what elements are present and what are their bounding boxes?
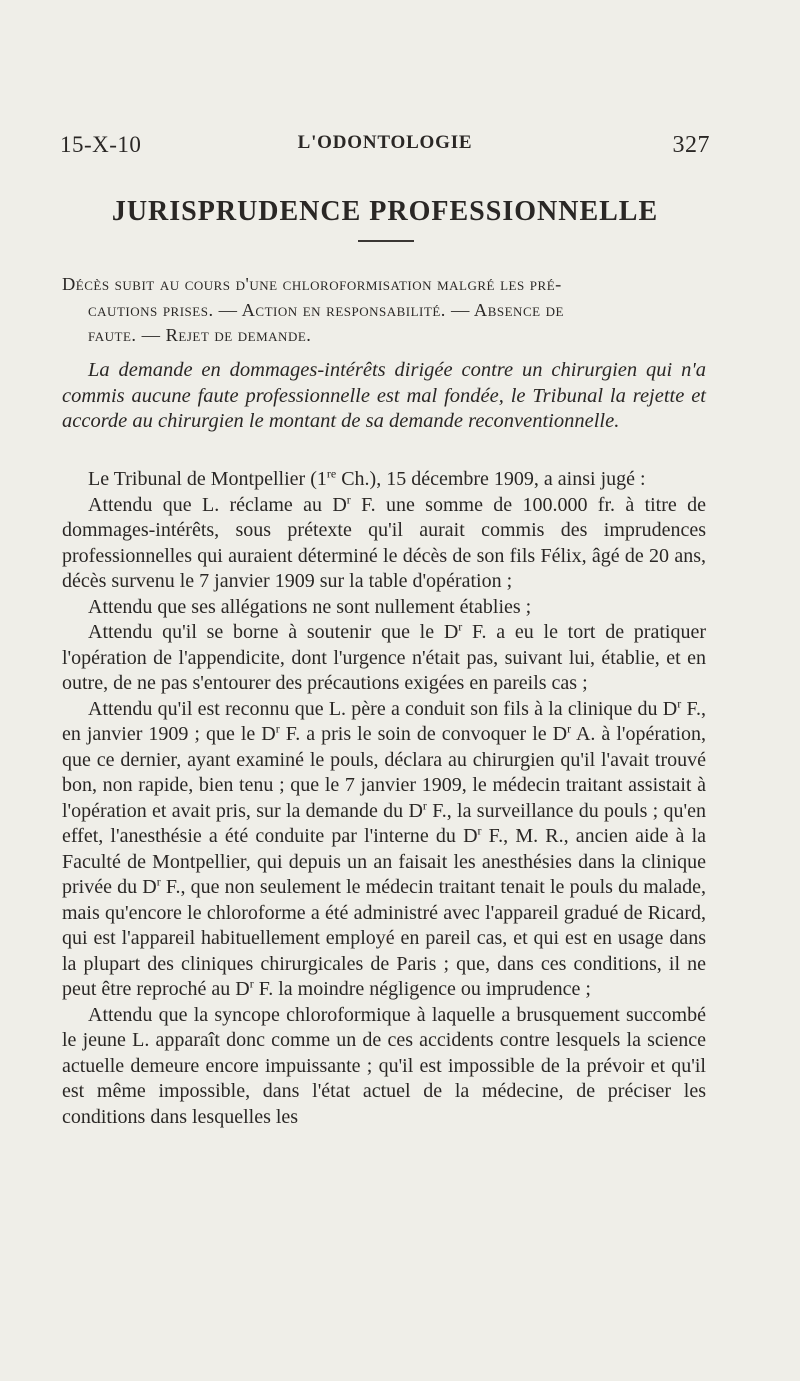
case-abstract: La demande en dommages-intérêts dirigée contre un chirurgien qui n'a commis aucune faute professionnelle est mal fondée, le Tribunal la rejette et accorde au chirurgien le montant de sa demande reconventionnelle. (62, 359, 706, 432)
text-span: Le Tribunal de Montpellier (1 (88, 468, 327, 490)
text-span: Ch.), 15 décembre 1909, a ainsi jugé : (336, 468, 646, 490)
superscript: r (422, 797, 427, 812)
text-span: F., M. R., ancien aide à la Faculté de Montpellier, qui depuis un an faisait les anesthésies dans la clinique privée du D (62, 825, 706, 898)
superscript: r (275, 721, 280, 736)
text-span: F. a eu le tort de pratiquer l'opération de l'appendicite, dont l'urgence n'était pas, suivant lui, établie, et en outre, de ne pas s'entourer des précautions exigées en pareils cas ; (62, 621, 706, 694)
text-span: F., en janvier 1909 ; que le D (62, 697, 706, 745)
page-number: 327 (672, 132, 710, 158)
superscript: r (346, 491, 351, 506)
text-span: F. a pris le soin de convoquer le D (279, 723, 568, 745)
superscript: r (458, 619, 463, 634)
superscript: r (477, 823, 482, 838)
paragraph-contention (62, 620, 706, 697)
paragraph-allegations: Attendu que ses allégations ne sont nullement établies ; (88, 595, 532, 618)
case-summary (62, 272, 706, 349)
summary-line-2: cautions prises. — Action en responsabilité. — Absence de (88, 299, 564, 320)
superscript: r (249, 976, 254, 991)
journal-name: L'ODONTOLOGIE (297, 132, 473, 153)
title-divider (358, 240, 414, 242)
section-title: JURISPRUDENCE PROFESSIONNELLE (111, 196, 659, 227)
paragraph-facts (62, 697, 706, 1003)
superscript: re (326, 466, 337, 481)
text-span: F., que non seulement le médecin traitant tenait le pouls du malade, mais qu'encore le chloroforme a été administré avec l'appareil gradué de Ricard, qui est l'appareil habituellement employé en pareil cas, et qui est en usage dans la plupart des cliniques chirurgicales de Paris ; que, dans ces conditions, il ne peut être reproché au D (62, 876, 706, 1000)
text-span: Attendu que L. réclame au D (88, 493, 347, 516)
text-span: F., la surveillance du pouls ; qu'en effet, l'anesthésie a été conduite par l'interne du D (62, 799, 706, 847)
paragraph-syncope: Attendu que la syncope chloroformique à laquelle a brusquement succombé le jeune L. apparaît donc comme un de ces accidents contre lesquels la science actuelle demeure encore impuissante ; qu'il est impossible de la prévoir et qu'il est même impossible, dans l'état actuel de la médecine, de préciser les conditions dans lesquelles les (62, 1003, 706, 1128)
text-span: F. la moindre négligence ou imprudence ; (253, 978, 591, 1000)
paragraph-claim (62, 493, 706, 595)
summary-line-3: faute. — Rejet de demande. (88, 325, 312, 345)
text-span: Attendu qu'il est reconnu que L. père a conduit son fils à la clinique du D (88, 697, 678, 720)
superscript: r (156, 874, 161, 889)
superscript: r (567, 721, 572, 736)
summary-line-1: Décès subit au cours d'une chloroformisation malgré les pré- (62, 274, 562, 294)
running-header (60, 128, 710, 168)
text-span: A. à l'opération, que ce dernier, ayant examiné le pouls, déclara au chirurgien qu'il l'avait trouvé bon, non rapide, bien tenu ; que le 7 janvier 1909, le médecin traitant assistait à l'opération et avait pris, sur la demande du D (62, 723, 707, 822)
paragraph-intro (62, 467, 706, 493)
judgment-text (62, 467, 706, 1130)
issue-date: 15-X-10 (60, 132, 142, 157)
superscript: r (677, 695, 682, 710)
text-span: Attendu qu'il se borne à soutenir que le D (88, 621, 459, 643)
text-span: F. une somme de 100.000 fr. à titre de dommages-intérêts, sous prétexte qu'il aurait commis des imprudences professionnelles qui auraient déterminé le décès de son fils Félix, âgé de 20 ans, décès survenu le 7 janvier 1909 sur la table d'opération ; (62, 493, 706, 592)
